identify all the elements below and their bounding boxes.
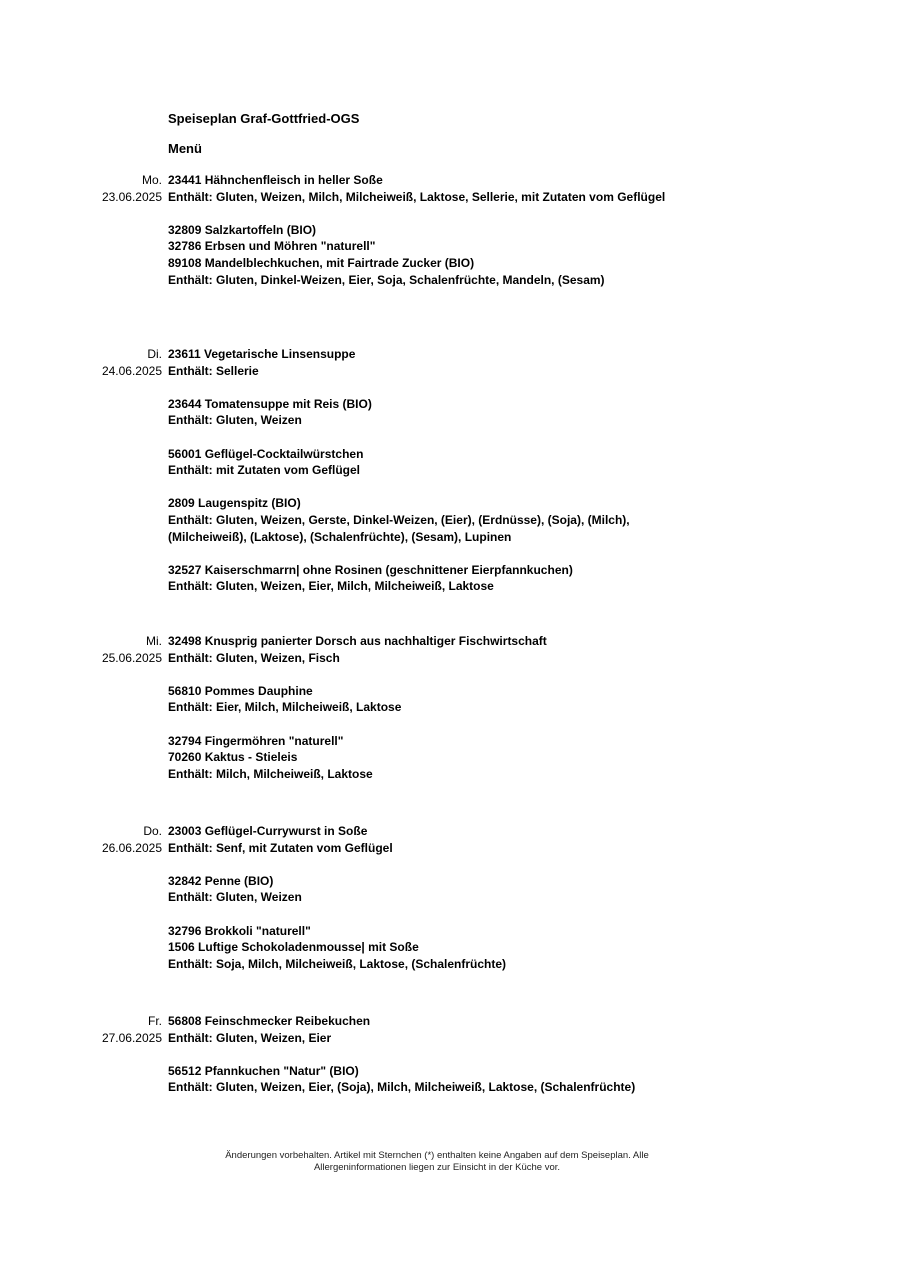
day-date [0, 1013, 162, 1047]
day-dishes [168, 633, 698, 799]
weekday-label: Di. [147, 347, 162, 361]
allergen-line: Enthält: Gluten, Dinkel-Weizen, Eier, Soja, Schalenfrüchte, Mandeln, (Sesam) [168, 272, 605, 287]
allergen-line: Enthält: Gluten, Weizen [168, 890, 302, 905]
date-label: 25.06.2025 [101, 651, 162, 665]
dish-line: 23003 Geflügel-Currywurst in Soße [168, 824, 368, 838]
page-title: Speiseplan Graf-Gottfried-OGS [168, 111, 360, 126]
dish-line: 70260 Kaktus - Stieleis [168, 750, 298, 765]
dish-line: 1506 Luftige Schokoladenmousse| mit Soße [168, 940, 419, 955]
dish-block [168, 562, 698, 595]
dish-block [168, 823, 698, 856]
dish-block [168, 495, 698, 545]
dish-block [168, 222, 698, 288]
allergen-line: Enthält: Gluten, Weizen, Eier, (Soja), Milch, Milcheiweiß, Laktose, (Schalenfrüchte) [168, 1080, 636, 1095]
day-dishes [168, 823, 698, 989]
day-date [0, 346, 162, 380]
allergen-line: Enthält: Gluten, Weizen, Eier [168, 1030, 332, 1045]
dish-line: 23644 Tomatensuppe mit Reis (BIO) [168, 396, 372, 411]
dish-line: 32842 Penne (BIO) [168, 873, 274, 888]
dish-line: 56001 Geflügel-Cocktailwürstchen [168, 446, 364, 461]
date-label: 27.06.2025 [101, 1031, 162, 1045]
day-date [0, 823, 162, 857]
allergen-line: Enthält: Gluten, Weizen [168, 413, 302, 428]
dish-block [168, 1013, 698, 1046]
dish-line: 32809 Salzkartoffeln (BIO) [168, 222, 317, 237]
dish-block [168, 873, 698, 906]
allergen-line: Enthält: Gluten, Weizen, Fisch [168, 650, 340, 665]
allergen-line: Enthält: Gluten, Weizen, Gerste, Dinkel-Weizen, (Eier), (Erdnüsse), (Soja), (Milch), (Milcheiweiß), (Laktose), (Schalenfrüchte), (Sesam), Lupinen [168, 512, 630, 544]
footer-note: Änderungen vorbehalten. Artikel mit Sternchen (*) enthalten keine Angaben auf dem Speiseplan. Alle Allergeninformationen liegen zur Einsicht in der Küche vor. [225, 1150, 649, 1173]
allergen-line: Enthält: Eier, Milch, Milcheiweiß, Laktose [168, 700, 402, 715]
weekday-label: Mi. [146, 634, 162, 648]
dish-block [168, 1063, 698, 1096]
day-date [0, 172, 162, 206]
day-dishes [168, 1013, 698, 1113]
dish-block [168, 346, 698, 379]
date-label: 26.06.2025 [101, 841, 162, 855]
dish-line: 89108 Mandelblechkuchen, mit Fairtrade Zucker (BIO) [168, 255, 475, 270]
dish-line: 32527 Kaiserschmarrn| ohne Rosinen (geschnittener Eierpfannkuchen) [168, 562, 573, 577]
allergen-line: Enthält: mit Zutaten vom Geflügel [168, 463, 361, 478]
allergen-line: Enthält: Gluten, Weizen, Eier, Milch, Milcheiweiß, Laktose [168, 579, 494, 594]
dish-line: 23441 Hähnchenfleisch in heller Soße [168, 173, 383, 187]
day-date [0, 633, 162, 667]
dish-block [168, 396, 698, 429]
date-label: 23.06.2025 [101, 190, 162, 204]
dish-block [168, 446, 698, 479]
weekday-label: Do. [143, 824, 162, 838]
menu-heading: Menü [168, 141, 202, 156]
dish-line: 56512 Pfannkuchen "Natur" (BIO) [168, 1063, 359, 1078]
day-dishes [168, 172, 698, 305]
allergen-line: Enthält: Milch, Milcheiweiß, Laktose [168, 766, 373, 781]
weekday-label: Mo. [141, 173, 162, 187]
dish-block [168, 172, 698, 205]
allergen-line: Enthält: Gluten, Weizen, Milch, Milcheiweiß, Laktose, Sellerie, mit Zutaten vom Geflügel [168, 189, 666, 204]
dish-block [168, 683, 698, 716]
dish-line: 32498 Knusprig panierter Dorsch aus nachhaltiger Fischwirtschaft [168, 634, 547, 648]
dish-block [168, 733, 698, 783]
weekday-label: Fr. [148, 1014, 162, 1028]
day-dishes [168, 346, 698, 612]
allergen-line: Enthält: Soja, Milch, Milcheiweiß, Laktose, (Schalenfrüchte) [168, 956, 507, 971]
dish-line: 23611 Vegetarische Linsensuppe [168, 347, 356, 361]
allergen-line: Enthält: Senf, mit Zutaten vom Geflügel [168, 840, 393, 855]
allergen-line: Enthält: Sellerie [168, 363, 259, 378]
dish-line: 32786 Erbsen und Möhren "naturell" [168, 239, 376, 254]
dish-line: 32794 Fingermöhren "naturell" [168, 733, 344, 748]
dish-block [168, 633, 698, 666]
date-label: 24.06.2025 [101, 364, 162, 378]
dish-line: 32796 Brokkoli "naturell" [168, 923, 311, 938]
dish-line: 2809 Laugenspitz (BIO) [168, 496, 301, 511]
dish-block [168, 923, 698, 973]
dish-line: 56808 Feinschmecker Reibekuchen [168, 1014, 371, 1028]
dish-line: 56810 Pommes Dauphine [168, 683, 313, 698]
